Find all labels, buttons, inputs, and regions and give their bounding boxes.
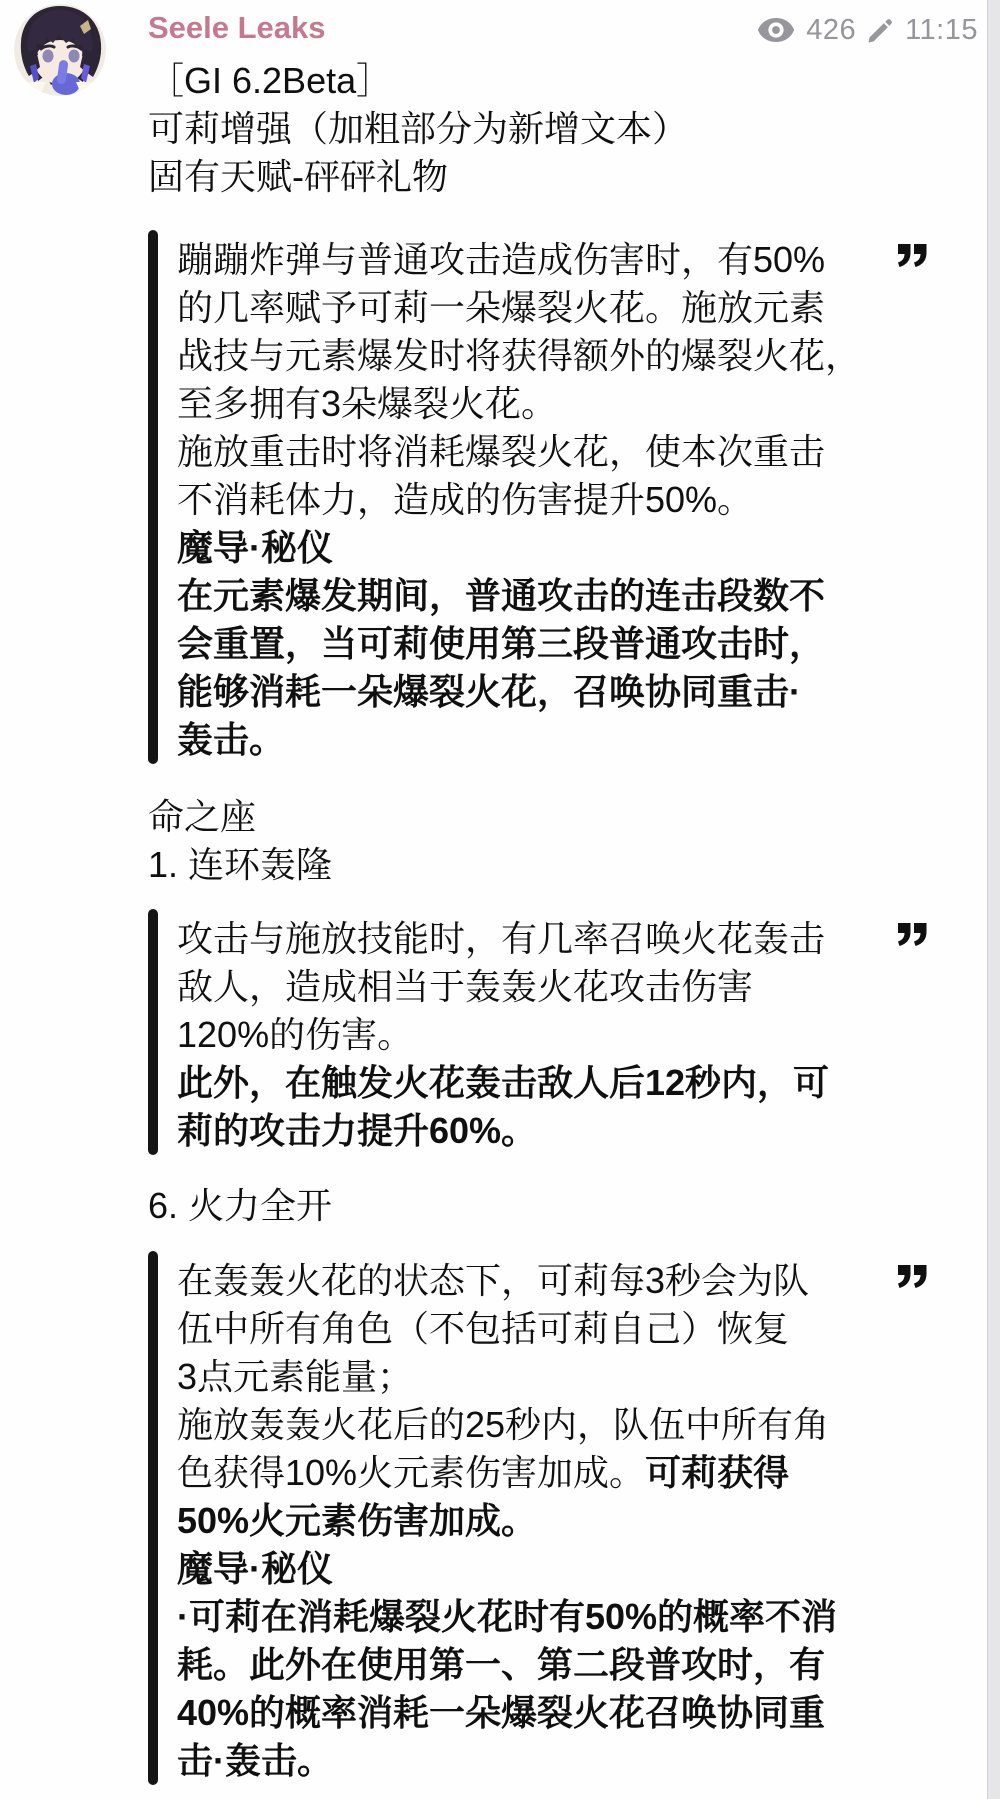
text-segment: 至多拥有3朵爆裂火花。 [177,383,558,424]
message-line [177,1689,960,1737]
constellation-6-quote [148,1249,960,1787]
quote-mark-icon [898,923,928,947]
text-segment: 在轰轰火花的状态下，可莉每3秒会为队 [177,1260,810,1301]
message-line [177,1545,960,1593]
message-line [177,476,960,524]
right-edge-background-strip [987,0,1000,1799]
paragraph-line: 命之座 [148,796,257,837]
quote-mark-icon [898,244,928,268]
bold-text-segment: 40%的概率消耗一朵爆裂火花召唤协同重 [177,1692,826,1733]
bold-text-segment: 魔导·秘仪 [177,527,333,568]
text-segment: 色获得10%火元素伤害加成。 [177,1452,646,1493]
intro-line: ［GI 6.2Beta］ [148,60,393,101]
message-time: 11:15 [905,14,978,46]
quote-bar [148,1251,158,1785]
text-segment: 不消耗体力，造成的伤害提升50%。 [177,479,754,520]
message-line [177,1353,960,1401]
message-blocks [148,228,960,1787]
channel-avatar[interactable] [14,4,106,96]
bold-text-segment: 会重置，当可莉使用第三段普通攻击时， [177,623,826,664]
message-line [177,284,960,332]
bold-text-segment: ·可莉在消耗爆裂火花时有50%的概率不消 [177,1596,838,1637]
bold-text-segment: 能够消耗一朵爆裂火花，召唤协同重击· [177,671,801,712]
message-line [177,1401,960,1449]
message-line [177,915,960,963]
eye-icon [757,17,795,43]
bold-text-segment: 耗。此外在使用第一、第二段普攻时，有 [177,1644,826,1685]
message-line [177,620,960,668]
bold-text-segment: 在元素爆发期间，普通攻击的连击段数不 [177,575,826,616]
text-segment: 敌人，造成相当于轰轰火花攻击伤害 [177,966,754,1007]
message-line [177,716,960,764]
text-segment: 施放重击时将消耗爆裂火花，使本次重击 [177,431,826,472]
message-content [148,57,960,1787]
message-line [177,572,960,620]
channel-name[interactable]: Seele Leaks [148,10,326,45]
message-line [177,236,960,284]
message-line [177,1449,960,1497]
bold-text-segment: 魔导·秘仪 [177,1548,333,1589]
message-line [177,1059,960,1107]
bold-text-segment: 此外，在触发火花轰击敌人后12秒内，可 [177,1062,830,1103]
text-segment: 战技与元素爆发时将获得额外的爆裂火花， [177,335,862,376]
message-line [177,1641,960,1689]
message-line [177,668,960,716]
text-segment: 蹦蹦炸弹与普通攻击造成伤害时，有50% [177,239,826,280]
message-line [177,1737,960,1785]
message-line [177,1497,960,1545]
message-line [177,332,960,380]
constellation-6-heading [148,1182,960,1230]
bold-text-segment: 50%火元素伤害加成。 [177,1500,538,1541]
text-segment: 施放轰轰火花后的25秒内，队伍中所有角 [177,1404,830,1445]
quote-bar [148,230,158,764]
bold-text-segment: 莉的攻击力提升60%。 [177,1110,538,1151]
bold-text-segment: 可莉获得 [645,1452,790,1493]
seele-avatar-icon [14,4,106,96]
view-count: 426 [806,14,857,46]
text-segment: 的几率赋予可莉一朵爆裂火花。施放元素 [177,287,826,328]
text-segment: 伍中所有角色（不包括可莉自己）恢复 [177,1308,790,1349]
passive-talent-quote [148,228,960,766]
intro-paragraph [148,57,960,201]
message-line [177,1257,960,1305]
constellation-1-quote [148,907,960,1157]
message-line [177,380,960,428]
message-line [177,1011,960,1059]
pencil-icon [867,17,894,44]
quote-bar [148,909,158,1155]
message-meta [757,14,978,46]
bold-text-segment: 轰击。 [177,719,286,760]
message-line [177,963,960,1011]
paragraph-line: 1. 连环轰隆 [148,844,333,885]
message-line [177,1593,960,1641]
bold-text-segment: 击·轰击。 [177,1740,333,1781]
intro-line: 可莉增强（加粗部分为新增文本） [148,108,689,149]
message-line [177,524,960,572]
text-segment: 攻击与施放技能时，有几率召唤火花轰击 [177,918,826,959]
text-segment: 3点元素能量； [177,1356,414,1397]
text-segment: 120%的伤害。 [177,1014,414,1055]
message-line [177,1305,960,1353]
paragraph-line: 6. 火力全开 [148,1185,333,1226]
message-line [177,428,960,476]
intro-line: 固有天赋-砰砰礼物 [148,156,448,197]
message-line [177,1107,960,1155]
quote-mark-icon [898,1265,928,1289]
constellation-heading [148,793,960,889]
